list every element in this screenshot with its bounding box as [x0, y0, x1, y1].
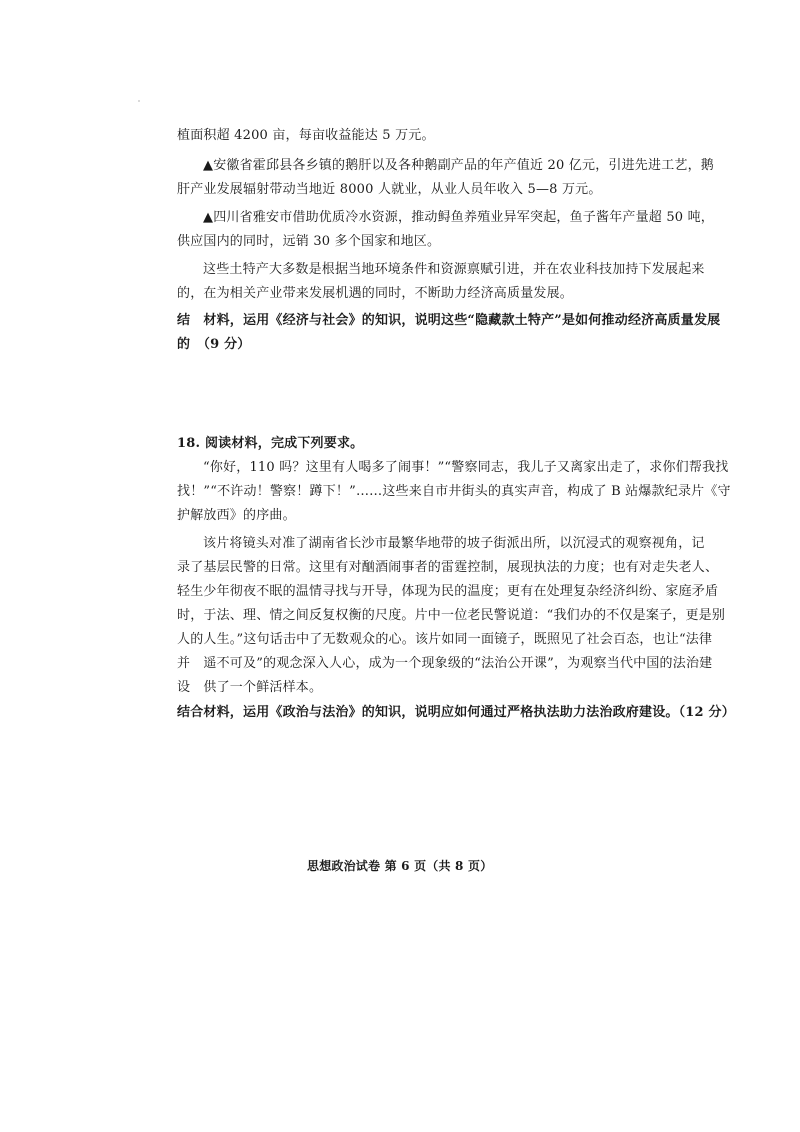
q17-material-line: 这些土特产大多数是根据当地环境条件和资源禀赋引进，并在农业科技加持下发展起来 [203, 262, 705, 277]
q18-material-line: 护解放西》的序曲。 [177, 508, 296, 523]
q18-task: 结合材料，运用《政治与法治》的知识，说明应如何通过严格执法助力法治政府建设。（12 分） [177, 705, 735, 720]
q17-material-line: ▲四川省雅安市借助优质冷水资源，推动鲟鱼养殖业异军突起，鱼子酱年产量超 50 吨， [203, 210, 715, 225]
q18-material-line: 人的人生。”这句话击中了无数观众的心。该片如同一面镜子，既照见了社会百态，也让“法律 [177, 632, 713, 647]
q18-material-line: 找！”“不许动！警察！蹲下！”……这些来自市井街头的真实声音，构成了 B 站爆款纪录片《守 [177, 484, 731, 499]
q18-material-line: 并 遥不可及”的观念深入人心，成为一个现象级的“法治公开课”，为观察当代中国的法治建 [177, 656, 713, 671]
q18-material-line: 录了基层民警的日常。这里有对酗酒闹事者的雷霆控制，展现执法的力度；也有对走失老人、 [177, 560, 719, 575]
page-footer: 思想政治试卷 第 6 页（共 8 页） [307, 859, 493, 873]
q18-heading: 18. 阅读材料，完成下列要求。 [177, 436, 364, 451]
q18-material-line: 设 供了一个鲜活样本。 [177, 680, 323, 695]
q18-material-line: “你好，110 吗？这里有人喝多了闹事！”“警察同志，我儿子又离家出走了，求你们帮我找 [203, 460, 729, 475]
q18-material-line: 时，于法、理、情之间反复权衡的尺度。片中一位老民警说道：“我们办的不仅是案子，更是别 [177, 608, 726, 623]
q17-material-line: 肝产业发展辐射带动当地近 8000 人就业，从业人员年收入 5—8 万元。 [177, 182, 602, 197]
q17-material-line: 供应国内的同时，远销 30 多个国家和地区。 [177, 234, 441, 249]
q17-task-line: 结 材料，运用《经济与社会》的知识，说明这些“隐藏款土特产”是如何推动经济高质量发展 [177, 313, 721, 328]
q17-material-line: 植面积超 4200 亩，每亩收益能达 5 万元。 [177, 128, 435, 143]
scan-speck [138, 100, 140, 102]
q18-material-line: 轻生少年彻夜不眠的温情寻找与开导，体现为民的温度；更有在处理复杂经济纠纷、家庭矛盾 [177, 584, 719, 599]
q17-material-line: 的，在为相关产业带来发展机遇的同时，不断助力经济高质量发展。 [177, 286, 574, 301]
q17-task-line: 的 （9 分） [177, 337, 251, 352]
q18-material-line: 该片将镜头对准了湖南省长沙市最繁华地带的坡子街派出所，以沉浸式的观察视角，记 [203, 536, 705, 551]
q17-material-line: ▲安徽省霍邱县各乡镇的鹅肝以及各种鹅副产品的年产值近 20 亿元，引进先进工艺，鹅 [203, 158, 715, 173]
